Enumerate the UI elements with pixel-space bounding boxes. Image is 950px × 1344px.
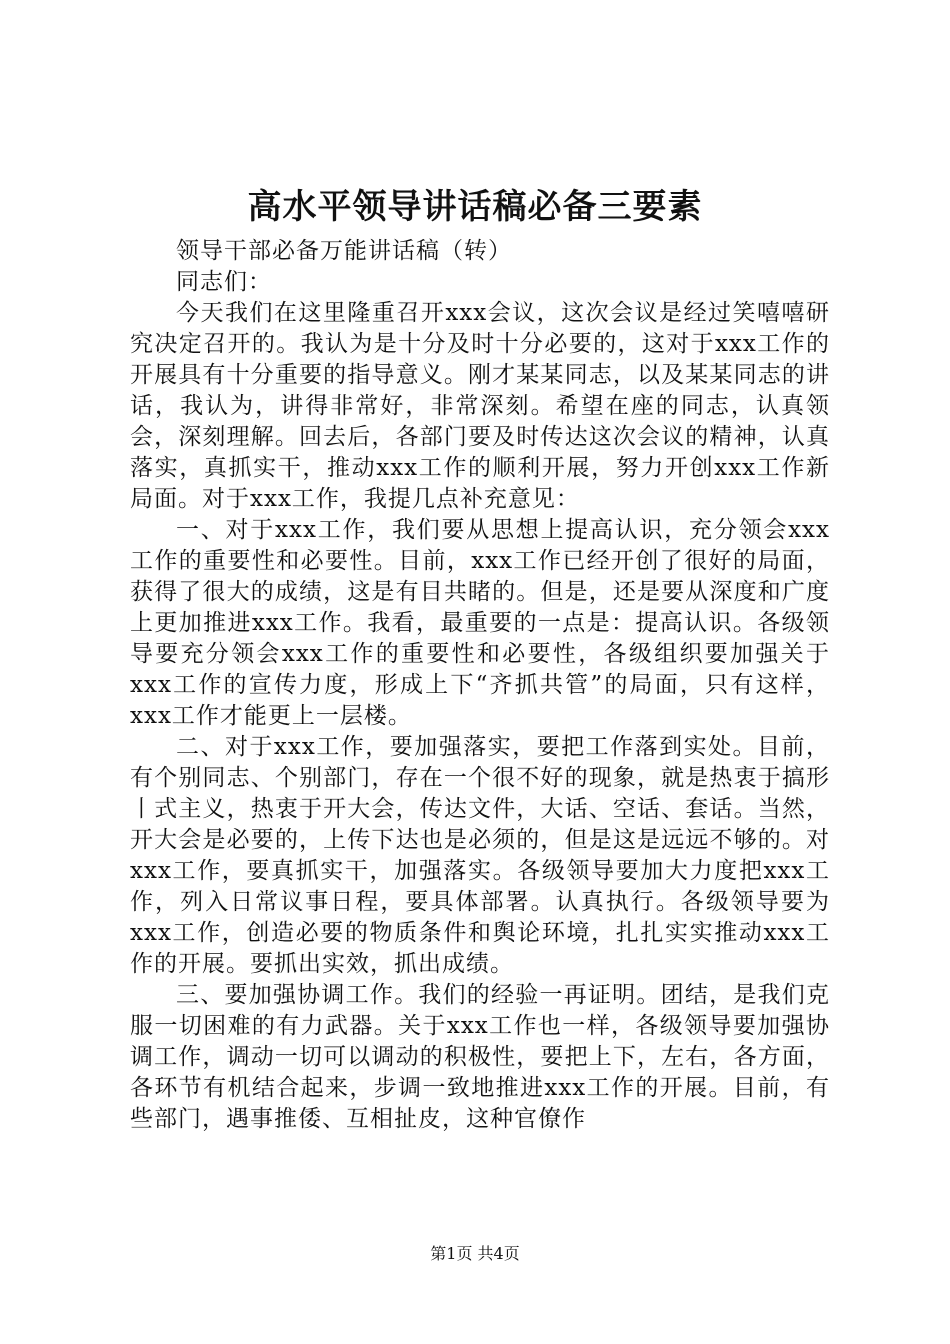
document-subtitle: 领导干部必备万能讲话稿（转） [176, 238, 512, 264]
document-body [130, 236, 830, 1135]
body-paragraph: 今天我们在这里隆重召开xxx会议，这次会议是经过笑嘻嘻研究决定召开的。我认为是十分及时十分必要的，这对于xxx工作的开展具有十分重要的指导意义。刚才某某同志，以及某某同志的讲话，我认为，讲得非常好，非常深刻。希望在座的同志，认真领会，深刻理解。回去后，各部门要及时传达这次会议的精神，认真落实，真抓实干，推动xxx工作的顺利开展，努力开创xxx工作新局面。对于xxx工作，我提几点补充意见： [130, 300, 830, 512]
salutation: 同志们： [176, 269, 272, 295]
document-title: 高水平领导讲话稿必备三要素 [247, 187, 703, 227]
page-number-footer: 第1页 共4页 [430, 1244, 520, 1263]
body-paragraph: 一、对于xxx工作，我们要从思想上提高认识，充分领会xxx工作的重要性和必要性。目前，xxx工作已经开创了很好的局面，获得了很大的成绩，这是有目共睹的。但是，还是要从深度和广度上更加推进xxx工作。我看，最重要的一点是：提高认识。各级领导要充分领会xxx工作的重要性和必要性，各级组织要加强关于xxx工作的宣传力度，形成上下“齐抓共管”的局面，只有这样，xxx工作才能更上一层楼。 [130, 517, 830, 729]
body-paragraph: 二、对于xxx工作，要加强落实，要把工作落到实处。目前，有个别同志、个别部门，存在一个很不好的现象，就是热衷于搞形丨式主义，热衷于开大会，传达文件，大话、空话、套话。当然，开大会是必要的，上传下达也是必须的，但是这是远远不够的。对xxx工作，要真抓实干，加强落实。各级领导要加大力度把xxx工作，列入日常议事日程，要具体部署。认真执行。各级领导要为xxx工作，创造必要的物质条件和舆论环境，扎扎实实推动xxx工作的开展。要抓出实效，抓出成绩。 [130, 734, 830, 977]
body-paragraph: 三、要加强协调工作。我们的经验一再证明。团结，是我们克服一切困难的有力武器。关于xxx工作也一样，各级领导要加强协调工作，调动一切可以调动的积极性，要把上下，左右，各方面，各环节有机结合起来，步调一致地推进xxx工作的开展。目前，有些部门，遇事推倭、互相扯皮，这种官僚作 [130, 982, 830, 1132]
